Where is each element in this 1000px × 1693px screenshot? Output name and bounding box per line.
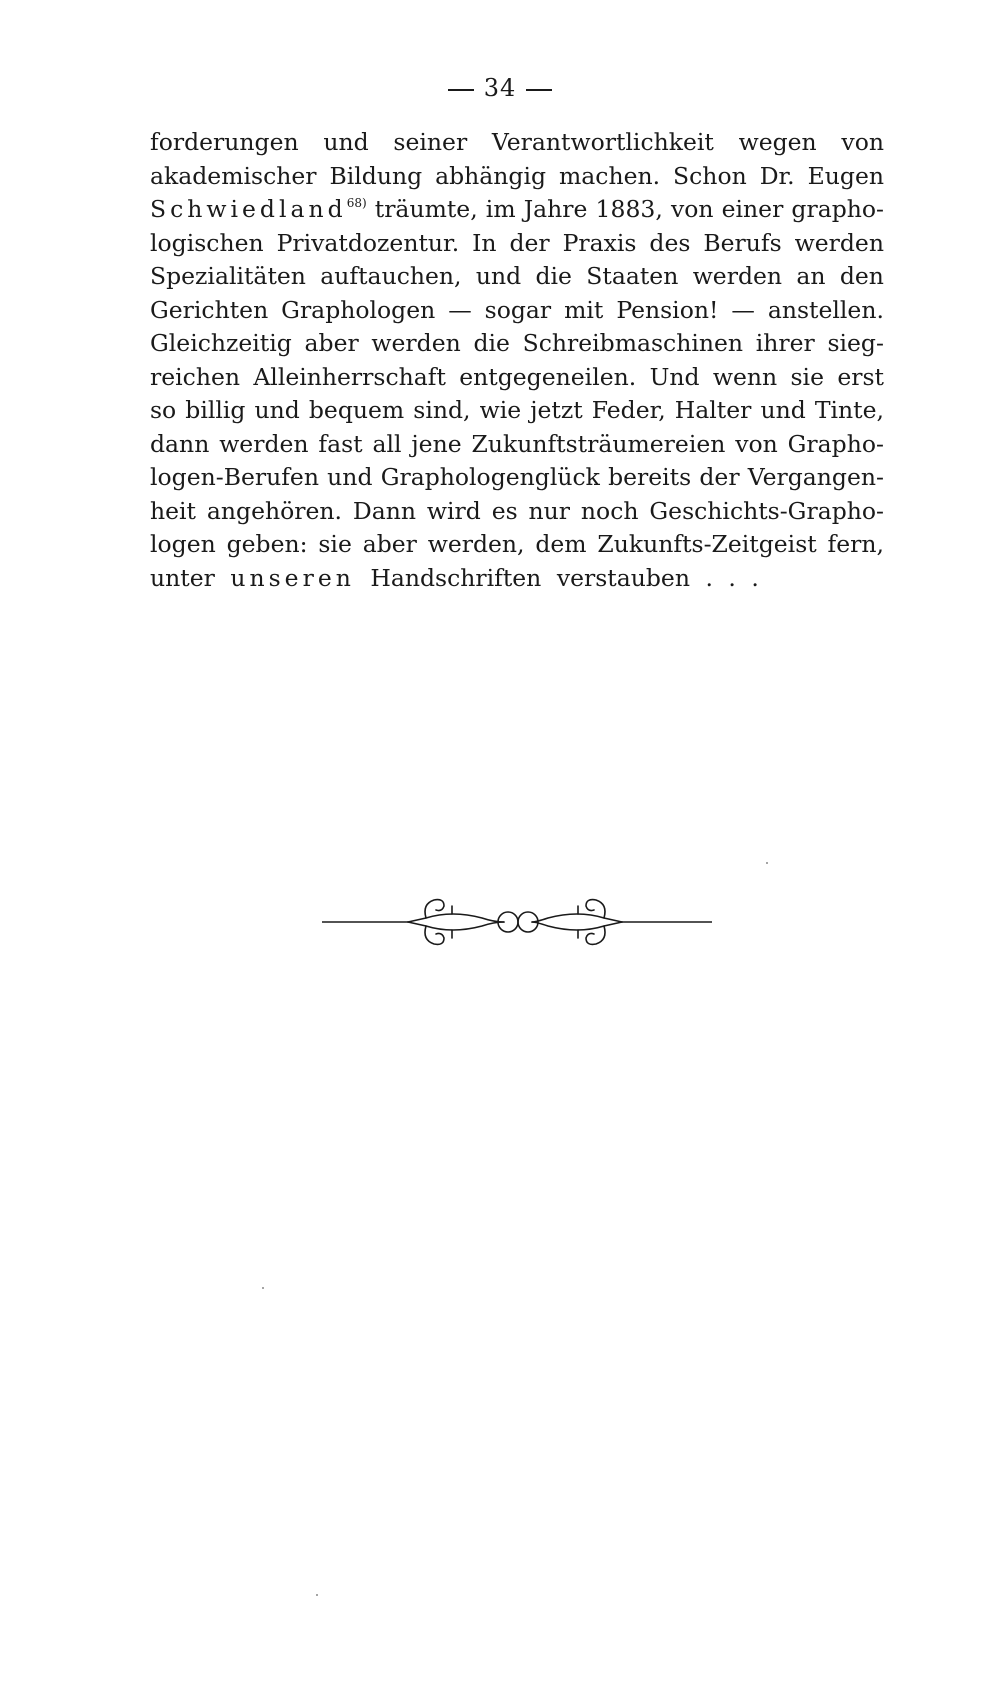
word: Verantwortlichkeit <box>491 128 714 156</box>
word: aber <box>304 329 359 357</box>
word: noch <box>580 496 639 525</box>
paper-speck <box>766 862 768 864</box>
word: mit <box>564 295 604 324</box>
word: einer <box>721 195 784 223</box>
word: so <box>150 396 177 424</box>
word: von <box>735 429 778 458</box>
word: wegen <box>738 128 817 156</box>
word: Zukunfts-Zeitgeist <box>597 530 817 558</box>
paper-speck <box>262 1287 264 1289</box>
word: Vergangen- <box>747 463 884 491</box>
text-line <box>150 361 884 395</box>
word: Staaten <box>586 262 679 290</box>
word: den <box>839 262 884 290</box>
word: werden <box>219 429 309 458</box>
word: Halter <box>674 396 752 424</box>
word: im <box>485 195 516 223</box>
word: und <box>475 262 522 290</box>
word: es <box>491 496 518 525</box>
word: und <box>760 396 806 424</box>
word: bereits <box>608 463 692 491</box>
text-line <box>150 327 884 361</box>
paper-speck <box>316 1594 318 1596</box>
word: von <box>841 128 884 156</box>
word: abhängig <box>435 161 547 190</box>
word: der <box>699 463 740 491</box>
word: Graphologenglück <box>380 463 600 491</box>
word: dann <box>150 429 210 458</box>
word: Feder, <box>591 396 666 424</box>
word: — <box>448 295 472 324</box>
ornament-scroll-right <box>532 914 622 922</box>
text-line <box>150 495 884 529</box>
word: forderungen <box>150 128 299 156</box>
text-line <box>150 528 884 562</box>
word: werden, <box>427 530 525 558</box>
word: dem <box>535 530 587 558</box>
word: unter <box>150 563 215 592</box>
word: des <box>649 228 691 257</box>
text-line <box>150 428 884 462</box>
word: seiner <box>393 128 468 156</box>
word: Pension! <box>616 295 719 324</box>
word: grapho- <box>791 195 884 223</box>
word: die <box>473 329 510 357</box>
word: Jahre <box>523 195 588 223</box>
page-number-dash-left <box>448 89 474 91</box>
word: logen-Berufen <box>150 463 319 491</box>
word: die <box>535 262 572 290</box>
word: werden <box>692 262 783 290</box>
word: Schreibmaschinen <box>522 329 744 357</box>
word: verstauben <box>556 563 690 592</box>
word: Und <box>649 362 700 391</box>
text-line <box>150 294 884 328</box>
text-line <box>150 126 884 160</box>
word: heit <box>150 496 197 525</box>
word: Bildung <box>329 161 423 190</box>
word: entgegeneilen. <box>459 362 637 391</box>
decorative-ornament-divider <box>322 884 712 960</box>
word: Handschriften <box>370 563 542 592</box>
text-line <box>150 160 884 194</box>
word: sogar <box>484 295 552 324</box>
word: auftauchen, <box>320 262 462 290</box>
word: Zukunftsträumereien <box>471 429 726 458</box>
word: jene <box>411 429 462 458</box>
footnote-marker: 68) <box>346 196 367 210</box>
word: reichen <box>150 362 240 391</box>
word: Praxis <box>562 228 637 257</box>
word: Gerichten <box>150 295 269 324</box>
word: und <box>254 396 300 424</box>
word: aber <box>362 530 417 558</box>
word: 1883, <box>595 195 663 223</box>
word: logen <box>150 530 216 558</box>
word: wenn <box>712 362 778 391</box>
text-line <box>150 260 884 294</box>
word: logischen <box>150 228 264 257</box>
word: der <box>509 228 550 257</box>
word: all <box>372 429 402 458</box>
word: Alleinherrschaft <box>253 362 446 391</box>
word: ihrer <box>755 329 815 357</box>
text-line <box>150 461 884 495</box>
word: nur <box>528 496 571 525</box>
text-line <box>150 562 884 596</box>
page-number <box>0 74 1000 102</box>
word: Geschichts-Grapho- <box>649 496 884 525</box>
author-name: Schwiedland <box>150 195 347 223</box>
word: Grapho- <box>787 429 884 458</box>
word: machen. <box>558 161 661 190</box>
word: wie <box>479 396 522 424</box>
word: fern, <box>827 530 884 558</box>
word: Graphologen <box>281 295 436 324</box>
word: bequem <box>308 396 405 424</box>
word: — <box>731 295 755 324</box>
word: Dann <box>352 496 417 525</box>
word: sie <box>790 362 824 391</box>
word: werden <box>794 228 884 257</box>
ornament-scroll-left <box>408 914 504 922</box>
word: geben: <box>226 530 308 558</box>
word: Eugen <box>807 161 884 190</box>
word: fast <box>318 429 363 458</box>
word: Privatdozentur. <box>276 228 460 257</box>
word: In <box>472 228 497 257</box>
word: Spezialitäten <box>150 262 306 290</box>
body-text <box>150 126 884 595</box>
word: und <box>327 463 373 491</box>
text-line <box>150 227 884 261</box>
ellipsis: . . . <box>705 563 759 592</box>
page-number-value: 34 <box>483 74 517 102</box>
text-line <box>150 394 884 428</box>
word: jetzt <box>530 396 583 424</box>
word-emphasized: unseren <box>230 563 355 592</box>
word: erst <box>837 362 884 391</box>
word: sieg- <box>827 329 884 357</box>
word: Berufs <box>703 228 782 257</box>
word: von <box>670 195 714 223</box>
word: sie <box>318 530 352 558</box>
word: an <box>796 262 826 290</box>
word: Dr. <box>759 161 795 190</box>
word: Schon <box>673 161 747 190</box>
word: träumte, <box>374 195 478 223</box>
word: und <box>323 128 369 156</box>
word: wird <box>426 496 481 525</box>
text-line <box>150 193 884 227</box>
author-name-with-footnote <box>150 193 367 227</box>
word: sind, <box>413 396 471 424</box>
word: angehören. <box>206 496 343 525</box>
word: akademischer <box>150 161 317 190</box>
word: werden <box>371 329 461 357</box>
word: anstellen. <box>767 295 884 324</box>
word: billig <box>185 396 246 424</box>
page-number-dash-right <box>526 89 552 91</box>
word: Tinte, <box>814 396 884 424</box>
word: Gleichzeitig <box>150 329 292 357</box>
